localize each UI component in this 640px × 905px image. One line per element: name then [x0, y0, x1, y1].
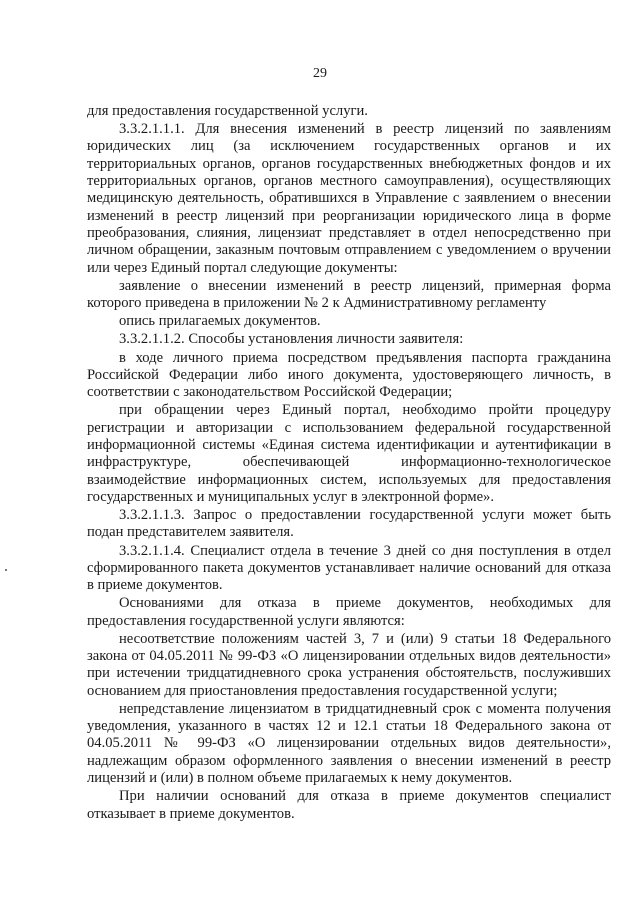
paragraph: опись прилагаемых документов.: [119, 313, 321, 330]
paragraph: при обращении через Единый портал, необходимо пройти процедуру регистрации и авторизации с использованием федеральной государственной информационной системы «Единая система идентификации и аутентификации в инфраструктуре, обеспечивающей информационно-технологическое взаимодействие информационных систем, используемых для предоставления государственных и муниципальных услуг в электронной форме».: [87, 402, 611, 505]
scan-artifact: [5, 569, 7, 571]
paragraph: При наличии оснований для отказа в приеме документов специалист отказывает в приеме документов.: [87, 788, 611, 822]
paragraph: заявление о внесении изменений в реестр лицензий, примерная форма которого приведена в приложении № 2 к Административному регламенту: [87, 277, 611, 312]
paragraph: 3.3.2.1.1.3. Запрос о предоставлении государственной услуги может быть подан представителем заявителя.: [87, 507, 611, 541]
paragraph: 3.3.2.1.1.2. Способы установления личности заявителя:: [119, 331, 464, 348]
paragraph: 3.3.2.1.1.1. Для внесения изменений в реестр лицензий по заявлениям юридических лиц (за исключением государственных органов и их территориальных органов, органов государственных внебюджетных фондов и их территориальных органов, органов местного самоуправления), осуществляющих медицинскую деятельность, обратившихся в Управление с заявлением о внесении изменений в реестр лицензий при реорганизации юридического лица в форме преобразования, слияния, лицензиат представляет в отдел непосредственно при личном обращении, заказным почтовым отправлением с уведомлением о вручении или через Единый портал следующие документы:: [87, 121, 611, 276]
page-number: 29: [313, 66, 327, 81]
document-body: [87, 103, 611, 824]
paragraph: несоответствие положениям частей 3, 7 и (или) 9 статьи 18 Федерального закона от 04.05.2011 № 99-ФЗ «О лицензировании отдельных видов деятельности» при истечении тридцатидневного срока устранения обстоятельств, послуживших основанием для приостановления предоставления государственной услуги;: [87, 630, 611, 699]
paragraph: непредставление лицензиатом в тридцатидневный срок с момента получения уведомления, указанного в частях 12 и 12.1 статьи 18 Федерального закона от 04.05.2011 № 99-ФЗ «О лицензировании отдельных видов деятельности», надлежащим образом оформленного заявления о внесении изменений в реестр лицензий и (или) в полном объеме прилагаемых к нему документов.: [87, 700, 611, 787]
paragraph: 3.3.2.1.1.4. Специалист отдела в течение 3 дней со дня поступления в отдел сформированного пакета документов устанавливает наличие оснований для отказа в приеме документов.: [87, 542, 611, 594]
paragraph: в ходе личного приема посредством предъявления паспорта гражданина Российской Федерации либо иного документа, удостоверяющего личность, в соответствии с законодательством Российской Федерации;: [87, 349, 611, 401]
paragraph: для предоставления государственной услуги.: [87, 103, 368, 119]
paragraph: Основаниями для отказа в приеме документов, необходимых для предоставления государственной услуги являются:: [87, 595, 611, 629]
